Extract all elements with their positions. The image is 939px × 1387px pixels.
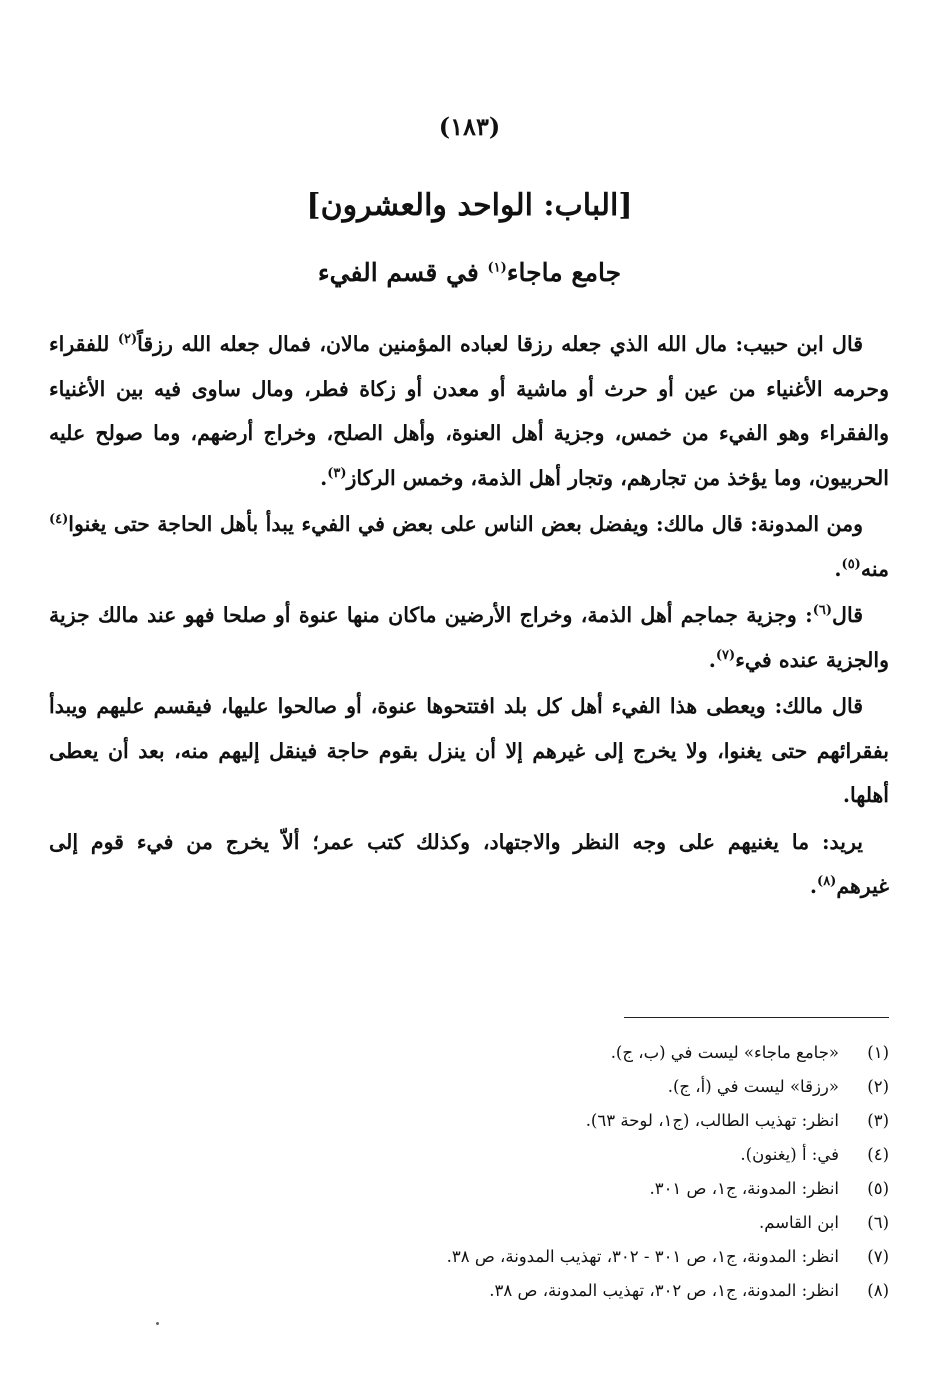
footnote-text: «جامع ماجاء» ليست في (ب، ج). — [610, 1043, 839, 1062]
footnote-text: انظر: تهذيب الطالب، (ج١، لوحة ٦٣). — [585, 1111, 839, 1130]
footnote — [289, 1274, 889, 1308]
footnote — [289, 1104, 889, 1138]
footnote — [289, 1070, 889, 1104]
chapter-title: [الباب: الواحد والعشرون] — [306, 188, 633, 223]
paragraph-5 — [49, 820, 889, 909]
footnote-ref[interactable]: (٨) — [817, 874, 837, 890]
footnote — [289, 1036, 889, 1070]
paragraph-text: : وجزية جماجم أهل الذمة، وخراج الأرضين ماكان منها عنوة أو صلحا فهو عند مالك جزية والجزية عنده فيء — [49, 603, 889, 672]
footnote — [289, 1138, 889, 1172]
footnotes — [289, 1036, 889, 1308]
section-title-text-end: في قسم الفيء — [317, 258, 488, 287]
footnote-separator — [624, 1017, 889, 1018]
section-title — [0, 258, 939, 287]
footnote-number: (٨) — [867, 1281, 889, 1300]
footnote-ref[interactable]: (٧) — [715, 647, 736, 663]
footnote-text: «رزقا» ليست في (أ، ج). — [667, 1077, 839, 1096]
footnote-text: انظر: المدونة، ج١، ص ٣٠٢، تهذيب المدونة، ص ٣٨. — [489, 1281, 839, 1300]
footnote-number: (٢) — [867, 1077, 889, 1096]
footnote-ref[interactable]: (٢) — [117, 332, 138, 348]
paragraph-text: ومن المدونة: قال مالك: ويفضل بعض الناس على بعض في الفيء يبدأ بأهل الحاجة حتى يغنوا — [68, 512, 863, 536]
paragraph-text: . — [809, 874, 818, 898]
paragraph-text: . — [708, 647, 716, 672]
footnote-number: (٣) — [867, 1111, 889, 1130]
footnote-text: انظر: المدونة، ج١، ص ٣٠١. — [649, 1179, 839, 1198]
paragraph-1 — [49, 322, 889, 500]
footnote-text: في: أ (يغنون). — [740, 1145, 839, 1164]
footnote-ref[interactable]: (٣) — [327, 465, 347, 481]
paragraph-text: يريد: ما يغنيهم على وجه النظر والاجتهاد، وكذلك كتب عمر؛ ألاّ يخرج من فيء قوم إلى غيرهم — [49, 829, 889, 898]
footnote-ref[interactable]: (١) — [487, 260, 507, 276]
scan-speck — [156, 1322, 159, 1325]
page-number: (١٨٣) — [438, 112, 501, 141]
paragraph-text: . — [320, 465, 328, 490]
body-text — [49, 322, 889, 911]
footnote-text: ابن القاسم. — [758, 1213, 839, 1232]
paragraph-text: قال ابن حبيب: مال الله الذي جعله رزقا لعباده المؤمنين مالان، فمال جعله الله رزقاً — [137, 332, 863, 356]
footnote — [289, 1206, 889, 1240]
paragraph-text: منه — [860, 556, 889, 581]
footnote-ref[interactable]: (٥) — [841, 556, 861, 572]
footnote-number: (١) — [867, 1043, 889, 1062]
footnote-number: (٤) — [867, 1145, 889, 1164]
paragraph-text: للفقراء وحرمه الأغنياء من عين أو حرث أو ماشية أو معدن أو زكاة فطر، ومال ساوى فيه بين الأغنياء والفقراء وهو الفيء من خمس، وجزية أهل العنوة، وأهل الصلح، وخراج أرضهم، وما صولح عليه الحربيون، وما يؤخذ من تجارهم، وتجار أهل الذمة، وخمس الركاز — [49, 332, 889, 490]
footnote-number: (٥) — [867, 1179, 889, 1198]
paragraph-2 — [49, 502, 889, 591]
paragraph-4 — [49, 684, 889, 818]
footnote — [289, 1240, 889, 1274]
footnote — [289, 1172, 889, 1206]
footnote-text: انظر: المدونة، ج١، ص ٣٠١ - ٣٠٢، تهذيب المدونة، ص ٣٨. — [446, 1247, 839, 1266]
footnote-number: (٦) — [867, 1213, 889, 1232]
paragraph-text: . — [834, 556, 842, 581]
footnote-ref[interactable]: (٤) — [49, 512, 69, 528]
paragraph-text: قال — [832, 603, 863, 627]
footnote-ref[interactable]: (٦) — [812, 603, 833, 619]
paragraph-3 — [49, 593, 889, 682]
footnote-number: (٧) — [867, 1247, 889, 1266]
section-title-text: جامع ماجاء — [506, 258, 622, 287]
paragraph-text: قال مالك: ويعطى هذا الفيء أهل كل بلد افتتحوها عنوة، أو صالحوا عليها، فيقسم عليهم ويبدأ بفقرائهم حتى يغنوا، ولا يخرج إلى غيرهم إلا أن ينزل بقوم حاجة فينقل إليهم منه، بعد أن يعطى أهلها. — [49, 694, 889, 807]
